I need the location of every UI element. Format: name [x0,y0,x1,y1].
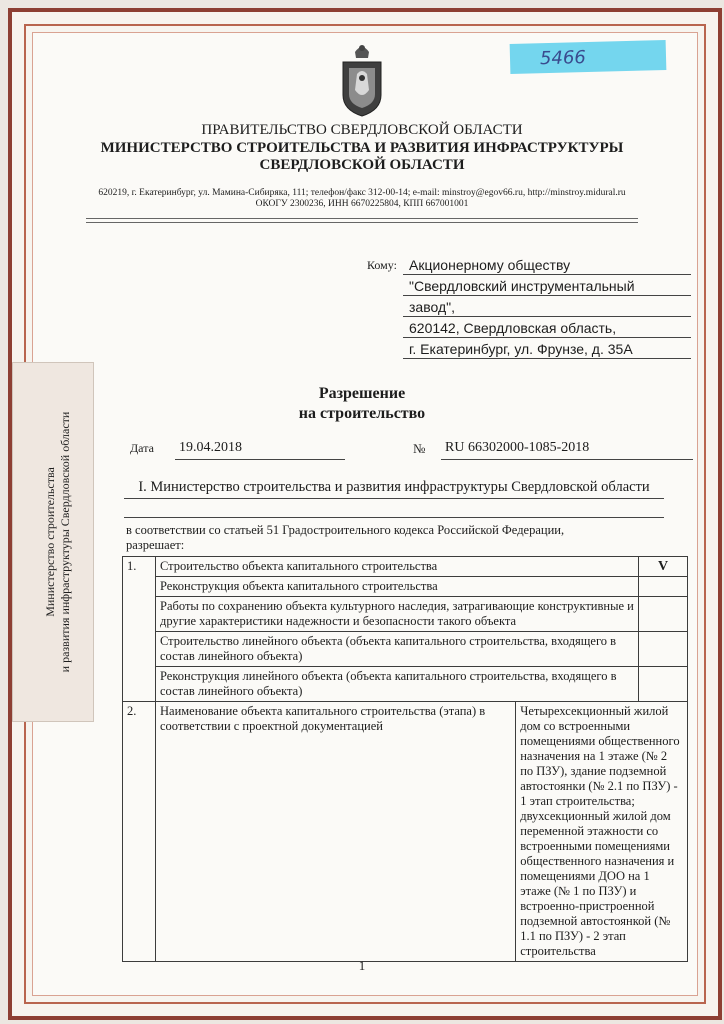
stamp-line1: Министерство строительства [43,467,57,617]
recipient-line: г. Екатеринбург, ул. Фрунзе, д. 35А [403,340,691,359]
recipient-line: 620142, Свердловская область, [403,319,691,338]
option-mark: V [639,557,688,577]
option-text: Строительство объекта капитального строительства [156,557,639,577]
table-row [123,597,688,632]
table-row [123,632,688,667]
table-row [123,667,688,702]
codes-line: ОКОГУ 2300236, ИНН 6670225804, КПП 667001001 [255,199,469,209]
side-stamp [12,362,94,722]
sticker-note [510,40,667,74]
option-mark [639,632,688,667]
recipient-line: Акционерному обществу [403,256,691,275]
option-text: Реконструкция объекта капитального строительства [156,577,639,597]
title-line2: на строительство [298,405,426,422]
section-title: I. Министерство строительства и развития инфраструктуры Свердловской области [138,479,650,495]
header-divider-bottom [86,222,638,223]
object-name-label: Наименование объекта капитального строительства (этапа) в соответствии с проектной документацией [156,702,516,962]
table-row [123,577,688,597]
contact-block [0,188,724,210]
header-divider-top [86,218,638,219]
ministry-name-line1: МИНИСТЕРСТВО СТРОИТЕЛЬСТВА И РАЗВИТИЯ ИНФРАСТРУКТУРЫ [100,140,624,156]
recipient-label: Кому: [367,258,397,272]
government-name: ПРАВИТЕЛЬСТВО СВЕРДЛОВСКОЙ ОБЛАСТИ [201,122,523,138]
address-line: 620219, г. Екатеринбург, ул. Мамина-Сибиряка, 111; телефон/факс 312-00-14; e-mail: minstroy@egov66.ru, http://minstroy.midural.ru [98,188,626,198]
number-label: № [413,441,426,456]
ministry-name [0,140,724,174]
sticker-number: 5466 [539,47,587,70]
option-mark [639,597,688,632]
table-row [123,557,688,577]
date-value: 19.04.2018 [175,440,345,460]
permit-table [122,556,688,962]
row-number: 1. [123,557,156,702]
coat-of-arms-icon [337,40,387,118]
option-mark [639,577,688,597]
document-title [0,384,724,424]
object-name-value: Четырехсекционный жилой дом со встроенными помещениями общественного назначения на 1 этаже (№ 2 по ПЗУ), здание подземной автостоянки (№ 2.1 по ПЗУ) - 1 этап строительства; двухсекционный жилой дом переменной этажности со встроенными помещениями общественного назначения и помещениями ДОО на 1 этаже (№ 1 по ПЗУ) и встроенно-пристроенной подземной автостоянкой (№ 1.1 по ПЗУ) - 2 этап строительства [516,702,688,962]
recipient-block [403,256,691,361]
table-row [123,702,688,962]
legal-basis-line2: разрешает: [126,538,185,552]
permit-number: RU 66302000-1085-2018 [441,440,693,460]
option-mark [639,667,688,702]
row-number: 2. [123,702,156,962]
section-underline [124,498,664,499]
ministry-name-line2: СВЕРДЛОВСКОЙ ОБЛАСТИ [259,157,465,173]
page-number: 1 [358,958,366,973]
option-text: Работы по сохранению объекта культурного наследия, затрагивающие конструктивные и другие характеристики надежности и безопасности такого объекта [156,597,639,632]
recipient-line: завод", [403,298,691,317]
option-text: Реконструкция линейного объекта (объекта капитального строительства, входящего в состав линейного объекта) [156,667,639,702]
option-text: Строительство линейного объекта (объекта капитального строительства, входящего в состав линейного объекта) [156,632,639,667]
legal-basis [126,523,666,553]
section-underline [124,517,664,518]
stamp-line2: и развития инфраструктуры Свердловской области [58,411,72,673]
legal-basis-line1: в соответствии со статьей 51 Градостроительного кодекса Российской Федерации, [126,523,565,537]
recipient-line: "Свердловский инструментальный [403,277,691,296]
date-label: Дата [130,441,154,455]
title-line1: Разрешение [318,385,406,402]
side-stamp-text [13,363,93,721]
